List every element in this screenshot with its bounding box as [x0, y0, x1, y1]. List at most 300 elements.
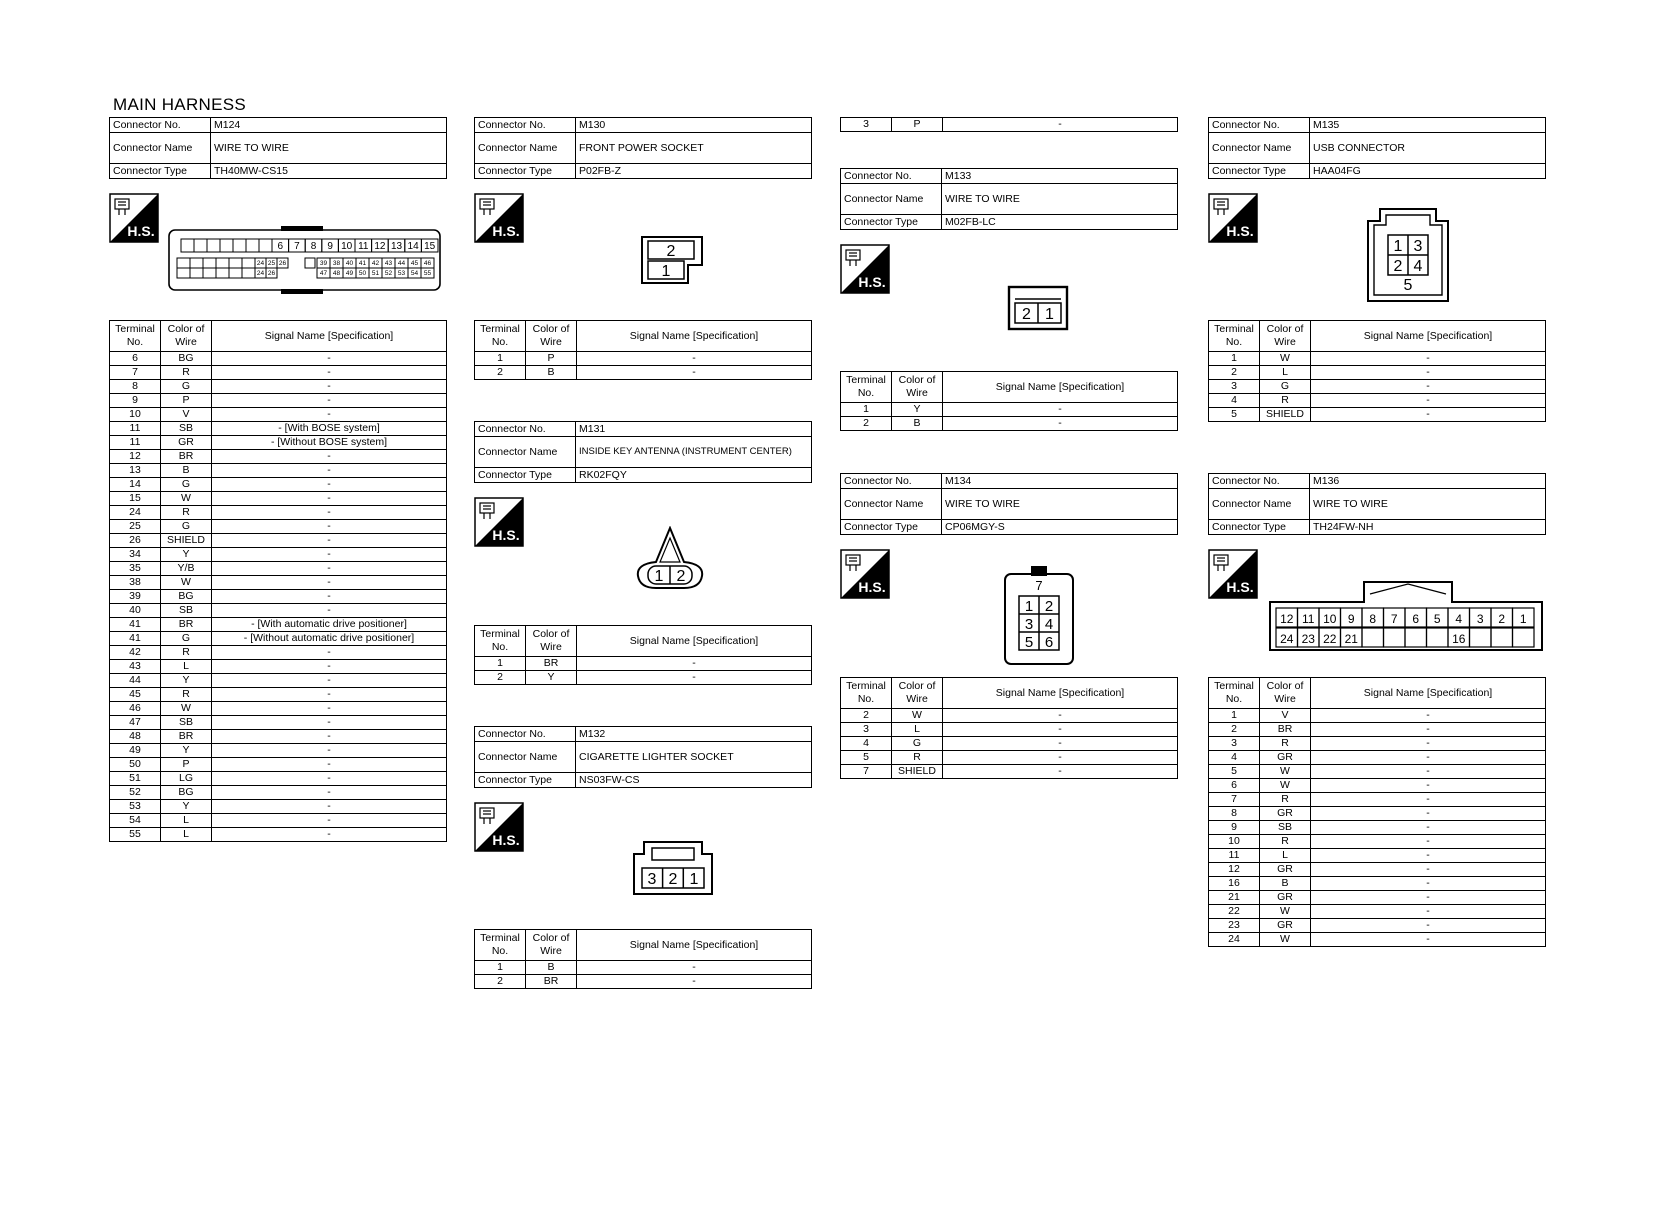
label-connector-name: Connector Name	[475, 742, 576, 773]
table-row	[110, 562, 447, 576]
header-color-of-wire: Color of Wire	[1260, 678, 1311, 709]
table-row	[1209, 793, 1546, 807]
pin-cell	[242, 268, 255, 278]
table-row	[110, 632, 447, 646]
pin-label: 5	[1024, 634, 1034, 651]
table-row	[110, 408, 447, 422]
pin-label: 40	[345, 260, 354, 267]
signal-name-cell: -	[1311, 793, 1546, 807]
connector-no: M136	[1310, 474, 1546, 489]
pin-label: 22	[1323, 632, 1337, 646]
table-row	[1209, 877, 1546, 891]
table-row	[1209, 737, 1546, 751]
label-connector-name: Connector Name	[841, 184, 942, 215]
table-row	[1209, 905, 1546, 919]
pin-label: 10	[341, 241, 353, 252]
connector-name: USB CONNECTOR	[1310, 133, 1546, 164]
pin-label: 3	[1024, 616, 1034, 633]
signal-name-cell: -	[943, 709, 1178, 723]
pin-cell	[177, 258, 190, 268]
terminal-table-m130	[474, 320, 812, 380]
table-row	[110, 436, 447, 450]
pin-label: 53	[397, 270, 406, 277]
terminal-no-cell: 3	[841, 118, 892, 132]
terminal-no-cell: 3	[841, 723, 892, 737]
signal-name-cell: -	[212, 478, 447, 492]
label-connector-no: Connector No.	[841, 169, 942, 184]
terminal-no-cell: 49	[110, 744, 161, 758]
pin-label: 6	[1044, 634, 1054, 651]
connector-name: WIRE TO WIRE	[211, 133, 447, 164]
terminal-no-cell: 25	[110, 520, 161, 534]
wire-color-cell: R	[892, 751, 943, 765]
pin-label: 12	[374, 241, 386, 252]
table-row	[841, 709, 1178, 723]
terminal-no-cell: 35	[110, 562, 161, 576]
pin-label: 8	[310, 241, 317, 252]
terminal-no-cell: 44	[110, 674, 161, 688]
table-row	[110, 520, 447, 534]
signal-name-cell: -	[212, 800, 447, 814]
table-row	[110, 828, 447, 842]
pin-label: 41	[358, 260, 367, 267]
pin-label: 47	[319, 270, 328, 277]
table-row	[110, 674, 447, 688]
terminal-table-m132-continued	[840, 117, 1178, 132]
wire-color-cell: L	[1260, 849, 1311, 863]
pin-label: 43	[384, 260, 393, 267]
pin-cell	[177, 268, 190, 278]
pin-label: 14	[407, 241, 419, 252]
hs-label: H.S.	[127, 223, 155, 239]
connector-m134	[840, 473, 1178, 535]
pin-label: 9	[327, 241, 333, 252]
table-row	[841, 417, 1178, 431]
table-row	[1209, 709, 1546, 723]
terminal-no-cell: 3	[1209, 737, 1260, 751]
signal-name-cell: -	[1311, 891, 1546, 905]
wire-color-cell: BR	[161, 450, 212, 464]
signal-name-cell: - [With BOSE system]	[212, 422, 447, 436]
hs-label: H.S.	[858, 579, 886, 595]
signal-name-cell: -	[1311, 905, 1546, 919]
connector-name: CIGARETTE LIGHTER SOCKET	[576, 742, 812, 773]
signal-name-cell: -	[212, 380, 447, 394]
terminal-table	[474, 929, 812, 989]
wire-color-cell: B	[161, 464, 212, 478]
pin-label: 3	[1476, 612, 1484, 626]
pin-label: 24	[1280, 632, 1294, 646]
wire-color-cell: SB	[161, 422, 212, 436]
pin-label: 21	[1344, 632, 1358, 646]
header-terminal-no: Terminal No.	[1209, 321, 1260, 352]
pin-cell	[220, 239, 233, 252]
terminal-no-cell: 7	[110, 366, 161, 380]
pin-label: 51	[371, 270, 380, 277]
terminal-no-cell: 11	[1209, 849, 1260, 863]
pin-label: 8	[1369, 612, 1377, 626]
terminal-no-cell: 7	[841, 765, 892, 779]
terminal-no-cell: 50	[110, 758, 161, 772]
terminal-no-cell: 6	[1209, 779, 1260, 793]
connector-m124	[109, 117, 447, 179]
pin-label: 11	[358, 241, 369, 252]
header-signal-name: Signal Name [Specification]	[212, 321, 447, 352]
connector-name: INSIDE KEY ANTENNA (INSTRUMENT CENTER)	[576, 437, 812, 468]
terminal-table	[474, 320, 812, 380]
pin-label: 3	[647, 871, 657, 888]
wire-color-cell: R	[1260, 737, 1311, 751]
terminal-no-cell: 22	[1209, 905, 1260, 919]
pin-label: 4	[1044, 616, 1054, 633]
wire-color-cell: G	[1260, 380, 1311, 394]
label-connector-type: Connector Type	[475, 468, 576, 483]
label-connector-name: Connector Name	[475, 133, 576, 164]
label-connector-no: Connector No.	[475, 727, 576, 742]
pin-label: 5	[1403, 277, 1413, 294]
pin-cell	[1405, 628, 1427, 647]
signal-name-cell: -	[1311, 737, 1546, 751]
wire-color-cell: G	[161, 520, 212, 534]
wire-color-cell: GR	[1260, 891, 1311, 905]
wire-color-cell: GR	[1260, 807, 1311, 821]
pin-cell	[194, 239, 207, 252]
table-row	[1209, 723, 1546, 737]
wire-color-cell: V	[1260, 709, 1311, 723]
table-row	[110, 772, 447, 786]
pin-label: 55	[423, 270, 432, 277]
signal-name-cell: -	[212, 828, 447, 842]
terminal-no-cell: 8	[110, 380, 161, 394]
wire-color-cell: W	[161, 492, 212, 506]
wire-color-cell: R	[1260, 394, 1311, 408]
signal-name-cell: -	[943, 765, 1178, 779]
header-terminal-no: Terminal No.	[475, 930, 526, 961]
table-row	[1209, 919, 1546, 933]
wire-color-cell: R	[161, 366, 212, 380]
terminal-no-cell: 54	[110, 814, 161, 828]
table-row	[1209, 933, 1546, 947]
signal-name-cell: -	[212, 352, 447, 366]
wire-color-cell: Y	[161, 674, 212, 688]
pin-label: 5	[1433, 612, 1441, 626]
wire-color-cell: W	[892, 709, 943, 723]
header-color-of-wire: Color of Wire	[526, 930, 577, 961]
terminal-no-cell: 48	[110, 730, 161, 744]
pin-label: 2	[666, 243, 676, 260]
hs-badge	[109, 193, 159, 243]
table-row	[475, 366, 812, 380]
connector-face-m134	[1003, 564, 1075, 666]
header-signal-name: Signal Name [Specification]	[943, 678, 1178, 709]
wire-color-cell: P	[526, 352, 577, 366]
terminal-no-cell: 38	[110, 576, 161, 590]
signal-name-cell: -	[212, 716, 447, 730]
signal-name-cell: -	[1311, 849, 1546, 863]
table-row	[841, 737, 1178, 751]
signal-name-cell: -	[1311, 863, 1546, 877]
pin-cell	[1384, 628, 1406, 647]
table-row	[110, 688, 447, 702]
terminal-table-m132	[474, 929, 812, 989]
signal-name-cell: -	[1311, 380, 1546, 394]
signal-name-cell: -	[212, 646, 447, 660]
signal-name-cell: -	[212, 534, 447, 548]
header-terminal-no: Terminal No.	[841, 678, 892, 709]
terminal-no-cell: 4	[1209, 394, 1260, 408]
wire-color-cell: G	[892, 737, 943, 751]
header-terminal-no: Terminal No.	[475, 626, 526, 657]
pin-label: 24	[256, 260, 265, 267]
wire-color-cell: BR	[526, 975, 577, 989]
pin-label: 16	[1452, 632, 1466, 646]
connector-type: HAA04FG	[1310, 164, 1546, 179]
wire-color-cell: W	[1260, 779, 1311, 793]
table-row	[110, 380, 447, 394]
terminal-no-cell: 2	[475, 366, 526, 380]
terminal-table	[1208, 677, 1546, 947]
hs-label: H.S.	[492, 223, 520, 239]
terminal-table-m133	[840, 371, 1178, 431]
table-row	[110, 702, 447, 716]
terminal-no-cell: 10	[1209, 835, 1260, 849]
pin-cell	[1362, 628, 1384, 647]
terminal-no-cell: 3	[1209, 380, 1260, 394]
wire-color-cell: G	[161, 632, 212, 646]
wire-color-cell: R	[1260, 793, 1311, 807]
pin-label: 26	[267, 270, 276, 277]
table-row	[110, 450, 447, 464]
header-color-of-wire: Color of Wire	[526, 321, 577, 352]
label-connector-no: Connector No.	[1209, 118, 1310, 133]
connector-info-table	[474, 117, 812, 179]
signal-name-cell: -	[577, 352, 812, 366]
pin-label: 9	[1347, 612, 1355, 626]
connector-no: M133	[942, 169, 1178, 184]
terminal-no-cell: 26	[110, 534, 161, 548]
signal-name-cell: -	[1311, 779, 1546, 793]
wire-color-cell: R	[161, 688, 212, 702]
table-row	[110, 660, 447, 674]
table-row	[110, 758, 447, 772]
table-row	[110, 492, 447, 506]
signal-name-cell: -	[212, 772, 447, 786]
table-row	[1209, 821, 1546, 835]
terminal-table	[840, 117, 1178, 132]
header-color-of-wire: Color of Wire	[1260, 321, 1311, 352]
terminal-no-cell: 42	[110, 646, 161, 660]
signal-name-cell: -	[577, 366, 812, 380]
connector-face-m135	[1366, 207, 1450, 303]
terminal-no-cell: 9	[110, 394, 161, 408]
signal-name-cell: -	[943, 417, 1178, 431]
connector-info-table	[1208, 117, 1546, 179]
terminal-no-cell: 1	[1209, 709, 1260, 723]
pin-cell	[190, 258, 203, 268]
pin-label: 23	[1301, 632, 1315, 646]
connector-name: WIRE TO WIRE	[942, 184, 1178, 215]
wire-color-cell: BR	[1260, 723, 1311, 737]
signal-name-cell: -	[212, 590, 447, 604]
terminal-no-cell: 40	[110, 604, 161, 618]
connector-no: M132	[576, 727, 812, 742]
connector-face-m136	[1268, 580, 1544, 652]
terminal-no-cell: 10	[110, 408, 161, 422]
signal-name-cell: -	[212, 562, 447, 576]
table-row	[1209, 751, 1546, 765]
terminal-no-cell: 2	[475, 671, 526, 685]
pin-label: 46	[423, 260, 432, 267]
wire-color-cell: R	[161, 646, 212, 660]
signal-name-cell: -	[212, 548, 447, 562]
terminal-no-cell: 8	[1209, 807, 1260, 821]
terminal-no-cell: 1	[475, 657, 526, 671]
connector-face-m133	[1007, 285, 1069, 331]
connector-no: M135	[1310, 118, 1546, 133]
signal-name-cell: - [Without BOSE system]	[212, 436, 447, 450]
wire-color-cell: L	[161, 660, 212, 674]
table-row	[110, 730, 447, 744]
connector-face-m131	[634, 526, 706, 592]
terminal-no-cell: 53	[110, 800, 161, 814]
terminal-no-cell: 11	[110, 436, 161, 450]
pin-label: 7	[294, 241, 300, 252]
label-connector-name: Connector Name	[1209, 133, 1310, 164]
wire-color-cell: L	[161, 814, 212, 828]
pin-cell	[181, 239, 194, 252]
terminal-no-cell: 7	[1209, 793, 1260, 807]
pin-label: 13	[390, 241, 403, 252]
pin-label: 15	[424, 241, 436, 252]
table-row	[110, 366, 447, 380]
label-connector-type: Connector Type	[1209, 520, 1310, 535]
wire-color-cell: GR	[1260, 863, 1311, 877]
wire-color-cell: L	[1260, 366, 1311, 380]
signal-name-cell: -	[1311, 919, 1546, 933]
terminal-no-cell: 55	[110, 828, 161, 842]
signal-name-cell: -	[577, 961, 812, 975]
table-row	[1209, 779, 1546, 793]
table-row	[841, 723, 1178, 737]
wire-color-cell: Y	[161, 548, 212, 562]
terminal-no-cell: 24	[1209, 933, 1260, 947]
signal-name-cell: -	[212, 450, 447, 464]
pin-label: 54	[410, 270, 419, 277]
signal-name-cell: -	[1311, 835, 1546, 849]
table-row	[110, 590, 447, 604]
wire-color-cell: BG	[161, 786, 212, 800]
header-color-of-wire: Color of Wire	[892, 372, 943, 403]
label-connector-no: Connector No.	[1209, 474, 1310, 489]
terminal-no-cell: 12	[1209, 863, 1260, 877]
terminal-no-cell: 5	[841, 751, 892, 765]
hs-badge	[1208, 193, 1258, 243]
pin-cell	[203, 258, 216, 268]
pin-cell	[246, 239, 259, 252]
connector-info-table	[109, 117, 447, 179]
table-row	[475, 975, 812, 989]
terminal-no-cell: 2	[1209, 723, 1260, 737]
pin-cell	[216, 258, 229, 268]
signal-name-cell: -	[1311, 352, 1546, 366]
terminal-no-cell: 9	[1209, 821, 1260, 835]
connector-info-table	[840, 168, 1178, 230]
signal-name-cell: -	[212, 702, 447, 716]
table-row	[110, 478, 447, 492]
header-terminal-no: Terminal No.	[475, 321, 526, 352]
terminal-no-cell: 1	[841, 403, 892, 417]
terminal-no-cell: 2	[1209, 366, 1260, 380]
terminal-no-cell: 16	[1209, 877, 1260, 891]
pin-cell	[1491, 628, 1513, 647]
header-signal-name: Signal Name [Specification]	[943, 372, 1178, 403]
table-row	[110, 646, 447, 660]
pin-label: 1	[1393, 238, 1403, 255]
connector-m133	[840, 168, 1178, 230]
terminal-no-cell: 34	[110, 548, 161, 562]
terminal-no-cell: 51	[110, 772, 161, 786]
signal-name-cell: -	[212, 506, 447, 520]
hs-badge	[1208, 549, 1258, 599]
header-signal-name: Signal Name [Specification]	[1311, 678, 1546, 709]
table-row	[1209, 366, 1546, 380]
wire-color-cell: P	[161, 394, 212, 408]
signal-name-cell: -	[943, 118, 1178, 132]
terminal-no-cell: 21	[1209, 891, 1260, 905]
signal-name-cell: -	[1311, 751, 1546, 765]
terminal-no-cell: 41	[110, 632, 161, 646]
wire-color-cell: W	[161, 576, 212, 590]
connector-type: NS03FW-CS	[576, 773, 812, 788]
wire-color-cell: GR	[161, 436, 212, 450]
wire-color-cell: GR	[1260, 919, 1311, 933]
hs-badge	[840, 549, 890, 599]
connector-face-m124	[167, 226, 442, 294]
signal-name-cell: - [Without automatic drive positioner]	[212, 632, 447, 646]
terminal-no-cell: 5	[1209, 765, 1260, 779]
label-connector-type: Connector Type	[1209, 164, 1310, 179]
wire-color-cell: P	[161, 758, 212, 772]
wire-color-cell: GR	[1260, 751, 1311, 765]
pin-label: 3	[1413, 238, 1423, 255]
label-connector-no: Connector No.	[841, 474, 942, 489]
pin-label: 2	[1498, 612, 1506, 626]
pin-label: 6	[1412, 612, 1420, 626]
pin-cell	[259, 239, 272, 252]
pin-cell	[1427, 628, 1449, 647]
pin-label: 49	[345, 270, 354, 277]
wire-color-cell: W	[161, 702, 212, 716]
table-row	[110, 800, 447, 814]
terminal-no-cell: 2	[841, 417, 892, 431]
pin-label: 1	[1024, 598, 1034, 615]
wire-color-cell: W	[1260, 933, 1311, 947]
connector-name: WIRE TO WIRE	[1310, 489, 1546, 520]
terminal-no-cell: 24	[110, 506, 161, 520]
table-row	[110, 534, 447, 548]
signal-name-cell: -	[212, 492, 447, 506]
signal-name-cell: -	[943, 751, 1178, 765]
wire-color-cell: L	[161, 828, 212, 842]
terminal-no-cell: 1	[475, 961, 526, 975]
wire-color-cell: B	[526, 961, 577, 975]
label-connector-no: Connector No.	[475, 118, 576, 133]
wire-color-cell: L	[892, 723, 943, 737]
pin-label: 45	[410, 260, 419, 267]
wire-color-cell: W	[1260, 352, 1311, 366]
connector-info-table	[840, 473, 1178, 535]
pin-cell	[229, 258, 242, 268]
